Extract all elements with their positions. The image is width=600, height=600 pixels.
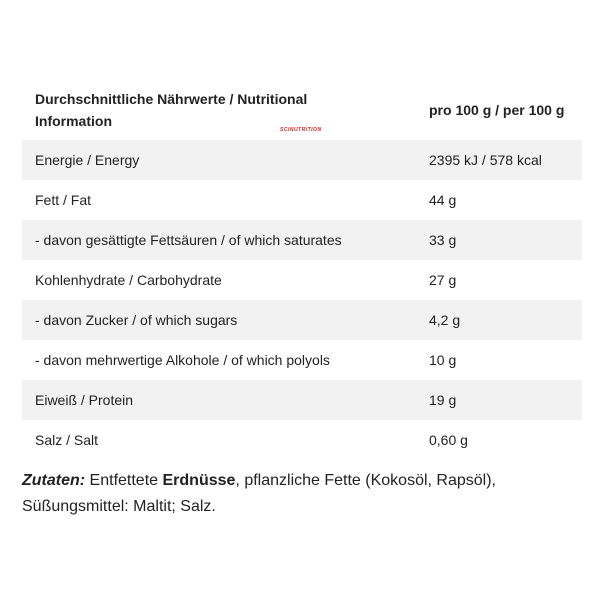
header-nutrient-label: Durchschnittliche Nährwerte / Nutritional Information bbox=[35, 91, 308, 129]
header-value-label: pro 100 g / per 100 g bbox=[429, 102, 565, 118]
table-row-salt bbox=[22, 420, 582, 460]
row-value: 10 g bbox=[429, 352, 457, 368]
table-row-carbohydrate bbox=[22, 260, 582, 300]
table-row-polyols bbox=[22, 340, 582, 380]
row-value: 33 g bbox=[429, 232, 457, 248]
row-label: Fett / Fat bbox=[35, 192, 92, 208]
ingredients-text bbox=[22, 468, 582, 520]
nutrition-table bbox=[22, 80, 582, 460]
row-label: Kohlenhydrate / Carbohydrate bbox=[35, 272, 222, 288]
brand-watermark: SCINUTRITION bbox=[280, 127, 322, 133]
row-value: 4,2 g bbox=[429, 312, 461, 328]
row-value: 2395 kJ / 578 kcal bbox=[429, 152, 542, 168]
row-label: - davon mehrwertige Alkohole / of which polyols bbox=[35, 352, 330, 368]
table-row-saturates bbox=[22, 220, 582, 260]
header-value-column bbox=[416, 99, 582, 121]
row-label: Salz / Salt bbox=[35, 432, 99, 448]
row-value: 44 g bbox=[429, 192, 457, 208]
row-value: 27 g bbox=[429, 272, 457, 288]
nutrition-table-header bbox=[22, 80, 582, 140]
table-row-energy bbox=[22, 140, 582, 180]
ingredients-part1: Entfettete bbox=[85, 472, 163, 489]
row-label: - davon Zucker / of which sugars bbox=[35, 312, 238, 328]
ingredients-part2: , pflanzliche Fette (Kokosöl, Rapsöl), Süßungsmittel: Maltit; Salz. bbox=[22, 472, 496, 515]
table-row-sugars bbox=[22, 300, 582, 340]
row-value: 0,60 g bbox=[429, 432, 468, 448]
ingredients-label: Zutaten: bbox=[22, 472, 86, 489]
row-value: 19 g bbox=[429, 392, 457, 408]
row-label: - davon gesättigte Fettsäuren / of which saturates bbox=[35, 232, 342, 248]
row-label: Eiweiß / Protein bbox=[35, 392, 134, 408]
table-row-fat bbox=[22, 180, 582, 220]
table-row-protein bbox=[22, 380, 582, 420]
row-label: Energie / Energy bbox=[35, 152, 140, 168]
ingredients-allergen: Erdnüsse bbox=[162, 472, 236, 489]
header-nutrient-column bbox=[22, 88, 416, 132]
